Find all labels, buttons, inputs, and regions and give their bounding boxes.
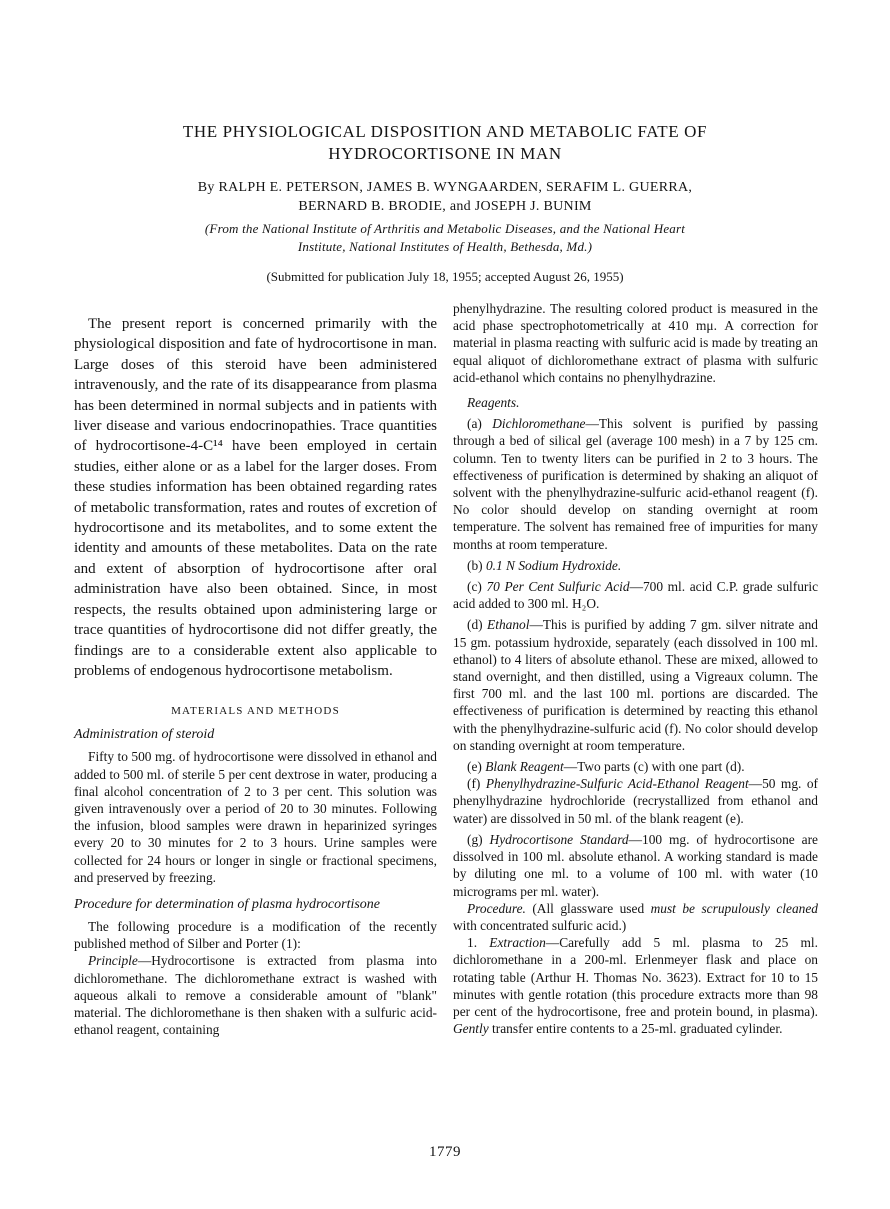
reagent-c (453, 578, 818, 612)
reagents-heading: Reagents. (467, 395, 520, 411)
reagent-d-label: (d) (467, 617, 488, 633)
reagent-e-name: Blank Reagent (485, 759, 564, 775)
reagent-e-label: (e) (467, 759, 486, 775)
affiliation (130, 220, 760, 256)
reagent-g-text: —100 mg. of hydrocortisone are dissolved in 100 ml. absolute ethanol. A working standard is made by diluting one ml. to a volume of 100 ml. with water (10 micrograms per ml. water). (453, 831, 818, 899)
reagent-d (453, 616, 818, 754)
intro-paragraph: The present report is concerned primarily with the physiological disposition and fate of hydrocortisone in man. Large doses of this steroid have been administered intravenously, and the rate of its disappearance from plasma has been determined in normal subjects and in patients with liver disease and various endocrinopathies. Trace quantities of hydrocortisone-4-C¹⁴ have been employed in certain studies, either alone or as a label for the larger doses. From these studies information has been obtained regarding rates of metabolic transformation, rates and routes of excretion of hydrocortisone and its metabolites, and to some extent the identity and amounts of these metabolites. Data on the rate and extent of absorption of hydrocortisone after oral administration have also been obtained. Since, in most respects, the results obtained upon administering large or trace quantities of hydrocortisone did not differ greatly, the findings are to a considerable extent also applicable to problems of endogenous hydrocortisone metabolism. (74, 316, 437, 679)
authors-line-2: BERNARD B. BRODIE, and JOSEPH J. BUNIM (298, 199, 592, 214)
subheading-administration: Administration of steroid (74, 727, 215, 743)
title-line-1: THE PHYSIOLOGICAL DISPOSITION AND METABOLIC FATE OF (182, 122, 708, 141)
reagent-e-text: —Two parts (c) with one part (d). (563, 759, 745, 775)
reagent-f-text: —50 mg. of phenylhydrazine hydrochloride (recrystallized from ethanol and water) are dissolved in 50 ml. of the blank reagent (e). (453, 776, 818, 826)
reagent-a-text: —This solvent is purified by passing through a bed of silical gel (average 100 mesh) in a 7 by 125 cm. column. Ten to twenty liters can be purified in 2 to 3 hours. The effectiveness of purification is determined by shaking an aliquot of solvent with the phenylhydrazine-sulfuric acid-ethanol reagent (f). No color should develop on standing overnight at room temperature. The solvent has remained free of impurities for many months at room temperature. (453, 416, 819, 552)
principle-paragraph (74, 952, 437, 1038)
submission-note: (Submitted for publication July 18, 1955; accepted August 26, 1955) (266, 269, 624, 284)
step-1-text-2: transfer entire contents to a 25-ml. graduated cylinder. (488, 1021, 783, 1037)
affiliation-line-1: (From the National Institute of Arthritis and Metabolic Diseases, and the National Heart (204, 221, 686, 236)
subheading-procedure: Procedure for determination of plasma hydrocortisone (74, 896, 381, 912)
reagent-b-label: (b) (467, 557, 486, 573)
reagent-g-label: (g) (467, 831, 490, 847)
principle-text: —Hydrocortisone is extracted from plasma into dichloromethane. The dichloromethane extract is washed with aqueous alkali to remove a considerable amount of "blank" material. The dichloromethane is then shaken with a sulfuric acid-ethanol reagent, containing (74, 953, 437, 1038)
reagent-c-name: 70 Per Cent Sulfuric Acid (486, 579, 630, 595)
procedure-paragraph (453, 900, 818, 934)
step-1-label: 1. (467, 935, 490, 951)
reagent-f (453, 775, 818, 827)
article-title (90, 121, 800, 165)
page-number: 1779 (429, 1144, 461, 1160)
procedure-text-2: with concentrated sulfuric acid.) (453, 917, 627, 933)
administration-paragraph: Fifty to 500 mg. of hydrocortisone were dissolved in ethanol and added to 500 ml. of sterile 5 per cent dextrose in water, producing a final alcohol concentration of 2 to 3 per cent. This solution was given intravenously over a period of 20 to 30 minutes. Following the infusion, blood samples were drawn in heparinized syringes every 20 to 30 minutes for 2 to 3 hours. Urine samples were collected for 24 hours or longer in single or fractional specimens, and preserved by freezing. (74, 749, 437, 885)
reagent-a-label: (a) (467, 416, 493, 432)
reagent-a-name: Dichloromethane (492, 416, 586, 432)
author-list (110, 178, 780, 216)
reagent-a (453, 415, 818, 553)
reagent-f-label: (f) (467, 776, 486, 792)
step-1-text: —Carefully add 5 ml. plasma to 25 ml. dichloromethane in a 200-ml. Erlenmeyer flask and place on rotating table (Arthur H. Thomas No. 3623). Extract for 10 to 15 minutes with gentle rotation (this procedure extracts more than 98 per cent of the hydrocortisone, free and protein bound, in plasma). (453, 935, 819, 1019)
reagent-b-name: 0.1 N Sodium Hydroxide. (485, 557, 622, 573)
left-column (74, 300, 437, 1038)
reagent-f-name: Phenylhydrazine-Sulfuric Acid-Ethanol Reagent (485, 776, 749, 792)
section-heading: MATERIALS AND METHODS (171, 705, 340, 718)
procedure-intro-paragraph: The following procedure is a modification of the recently published method of Silber and Porter (1): (74, 918, 437, 952)
reagent-c-label: (c) (467, 579, 487, 595)
step-1-extraction (453, 934, 818, 1037)
reagent-d-name: Ethanol (487, 617, 530, 633)
reagent-c-text: —700 ml. acid C.P. grade sulfuric acid added to 300 ml. H₂O. (453, 579, 819, 612)
right-column (453, 300, 818, 1037)
reagent-d-text: —This is purified by adding 7 gm. silver nitrate and 15 gm. potassium hydroxide, separately (each dissolved in 100 ml. ethanol) to 4 liters of absolute ethanol. These are mixed, allowed to stand overnight, and then distilled, using a Vigreaux column. The first 700 ml. and the last 100 ml. portions are discarded. The effectiveness of purification is determined by reacting this ethanol with the phenylhydrazine-sulfuric acid (f). No color should develop on standing overnight at room temperature. (453, 617, 819, 753)
reagent-b (453, 557, 818, 574)
continuation-paragraph: phenylhydrazine. The resulting colored product is measured in the acid phase spectrophotometrically at 410 mμ. A correction for material in plasma reacting with sulfuric acid is made by treating an equal aliquot of dichloromethane extract of plasma with sulfuric acid-ethanol which contains no phenylhydrazine. (453, 301, 818, 385)
authors-line-1: By RALPH E. PETERSON, JAMES B. WYNGAARDEN, SERAFIM L. GUERRA, (197, 180, 693, 195)
step-1-name: Extraction (489, 935, 546, 951)
procedure-text-1: (All glassware used (525, 900, 651, 916)
reagent-e (453, 758, 818, 775)
reagent-g (453, 831, 818, 900)
procedure-emphasis: must be scrupulously cleaned (650, 900, 818, 916)
title-line-2: HYDROCORTISONE IN MAN (328, 144, 562, 163)
step-1-emphasis: Gently (453, 1021, 489, 1037)
procedure-label: Procedure. (467, 900, 526, 916)
reagent-g-name: Hydrocortisone Standard (489, 831, 629, 847)
affiliation-line-2: Institute, National Institutes of Health, Bethesda, Md.) (297, 239, 593, 254)
principle-label: Principle (88, 953, 138, 969)
